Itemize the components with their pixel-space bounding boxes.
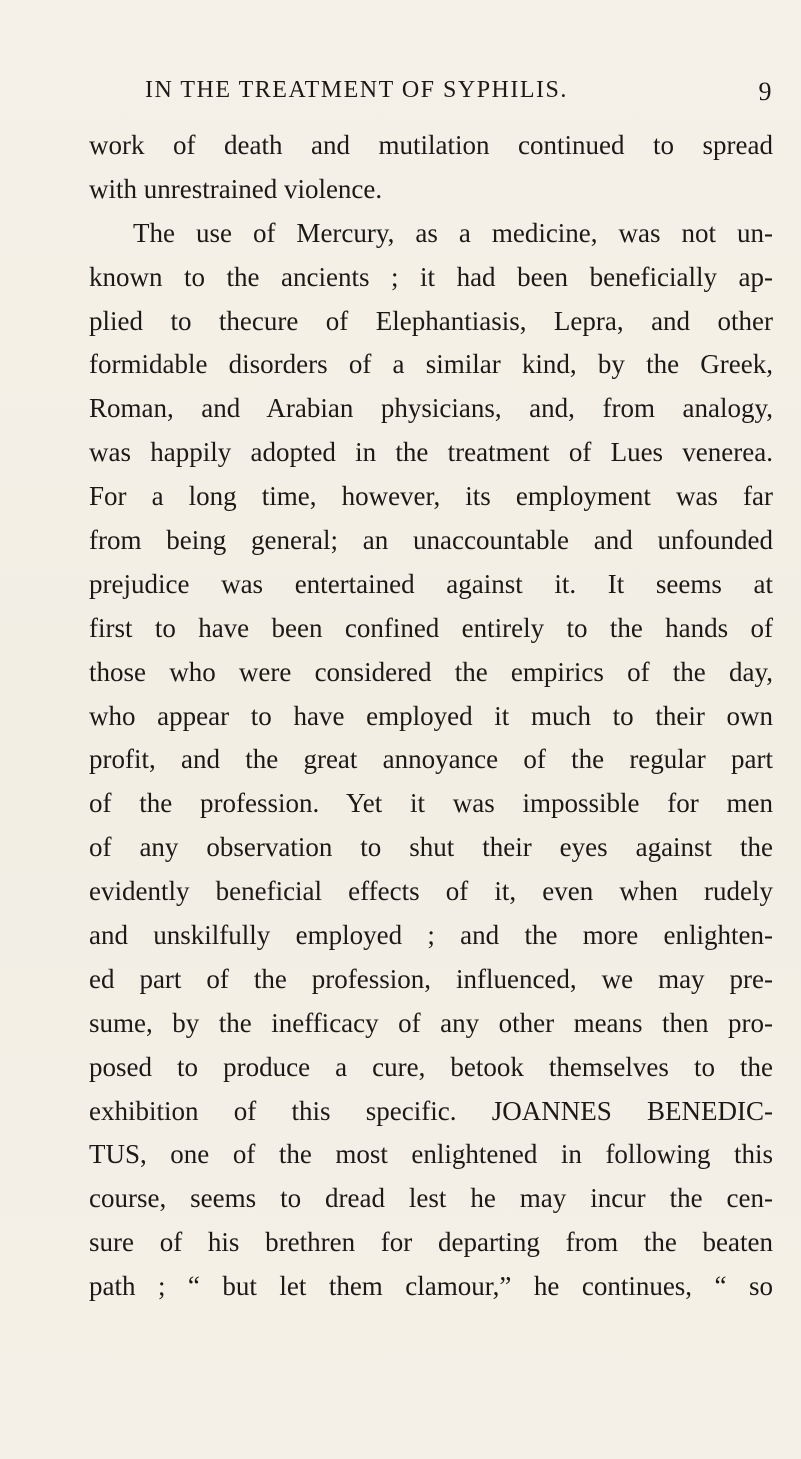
text-line: course, seems to dread lest he may incur the cen- xyxy=(89,1183,773,1214)
text-line: with unrestrained violence. xyxy=(89,173,383,204)
text-line: For a long time, however, its employment was far xyxy=(89,481,773,512)
text-line: plied to thecure of Elephantiasis, Lepra, and other xyxy=(89,305,773,336)
text-line: known to the ancients ; it had been beneficially ap- xyxy=(89,261,773,292)
text-line: path ; “ but let them clamour,” he continues, “ so xyxy=(89,1271,773,1302)
text-line: from being general; an unaccountable and unfounded xyxy=(89,525,773,556)
text-line: of any observation to shut their eyes against the xyxy=(89,832,773,863)
text-line: work of death and mutilation continued to spread xyxy=(89,130,773,160)
text-line: ed part of the profession, influenced, we may pre- xyxy=(89,963,773,994)
text-line: TUS, one of the most enlightened in following this xyxy=(89,1139,773,1170)
text-line: evidently beneficial effects of it, even when rudely xyxy=(89,876,773,907)
text-line: formidable disorders of a similar kind, by the Greek, xyxy=(89,349,773,380)
text-line: sume, by the inefficacy of any other means then pro- xyxy=(89,1007,773,1038)
text-line: Roman, and Arabian physicians, and, from analogy, xyxy=(89,393,773,424)
page-number: 9 xyxy=(758,77,773,106)
text-line: sure of his brethren for departing from the beaten xyxy=(89,1227,773,1258)
text-line: profit, and the great annoyance of the regular part xyxy=(89,744,773,775)
text-line: The use of Mercury, as a medicine, was not un- xyxy=(133,217,773,248)
running-head xyxy=(128,77,773,117)
text-line: of the profession. Yet it was impossible for men xyxy=(89,788,773,819)
text-line: was happily adopted in the treatment of Lues venerea. xyxy=(89,437,773,468)
text-line: exhibition of this specific. JOANNES BENEDIC- xyxy=(89,1095,773,1126)
text-line: first to have been confined entirely to the hands of xyxy=(89,612,773,643)
text-line: prejudice was entertained against it. It seems at xyxy=(89,568,773,599)
text-line: who appear to have employed it much to their own xyxy=(89,700,773,731)
running-title: IN THE TREATMENT OF SYPHILIS. xyxy=(145,77,568,103)
text-line: posed to produce a cure, betook themselves to the xyxy=(89,1051,773,1082)
text-line: and unskilfully employed ; and the more enlighten- xyxy=(89,920,773,951)
body-text xyxy=(89,124,773,1309)
text-line: those who were considered the empirics of the day, xyxy=(89,656,773,687)
